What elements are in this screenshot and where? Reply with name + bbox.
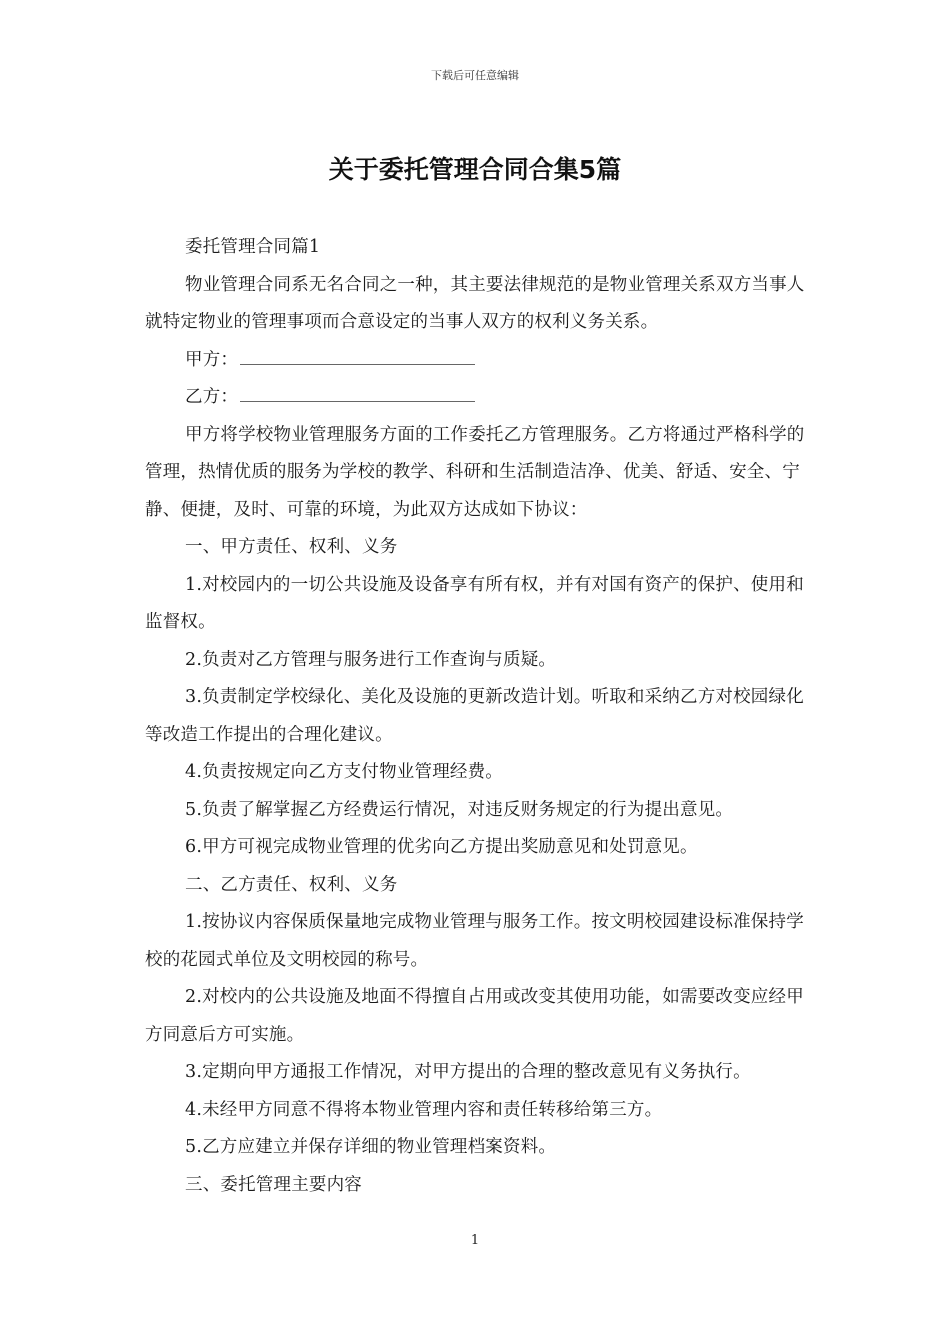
- list-item: 4.未经甲方同意不得将本物业管理内容和责任转移给第三方。: [185, 1099, 663, 1120]
- section-heading: 委托管理合同篇1: [185, 237, 321, 257]
- section-heading: 二、乙方责任、权利、义务: [185, 874, 398, 895]
- paragraph: 物业管理合同系无名合同之一种，其主要法律规范的是物业管理关系双方当事人就特定物业的管理事项而合意设定的当事人双方的权利义务关系。: [145, 274, 805, 332]
- party-b-label: 乙方：: [185, 387, 239, 407]
- section-heading: 一、甲方责任、权利、义务: [185, 537, 398, 557]
- list-item: 4.负责按规定向乙方支付物业管理经费。: [185, 762, 503, 782]
- list-item: 2.对校内的公共设施及地面不得擅自占用或改变其使用功能，如需要改变应经甲方同意后方可实施。: [145, 987, 804, 1045]
- party-a-label: 甲方：: [185, 349, 239, 370]
- list-item: 3.负责制定学校绿化、美化及设施的更新改造计划。听取和采纳乙方对校园绿化等改造工作提出的合理化建议。: [145, 687, 804, 745]
- list-item: 2.负责对乙方管理与服务进行工作查询与质疑。: [185, 649, 557, 670]
- list-item: 1.按协议内容保质保量地完成物业管理与服务工作。按文明校园建设标准保持学校的花园式单位及文明校园的称号。: [145, 912, 804, 970]
- document-body: [145, 229, 810, 1204]
- list-item: 5.乙方应建立并保存详细的物业管理档案资料。: [185, 1137, 557, 1157]
- list-item: 3.定期向甲方通报工作情况，对甲方提出的合理的整改意见有义务执行。: [185, 1062, 751, 1082]
- list-item: 5.负责了解掌握乙方经费运行情况，对违反财务规定的行为提出意见。: [185, 799, 734, 820]
- party-a-line: [145, 342, 810, 380]
- party-a-blank: [240, 363, 475, 365]
- list-item: 1.对校园内的一切公共设施及设备享有所有权，并有对国有资产的保护、使用和监督权。: [145, 574, 804, 632]
- list-item: 6.甲方可视完成物业管理的优劣向乙方提出奖励意见和处罚意见。: [185, 837, 698, 857]
- party-b-blank: [240, 400, 475, 402]
- party-b-line: [145, 379, 810, 417]
- section-heading: 三、委托管理主要内容: [185, 1174, 362, 1195]
- header-note: 下载后可任意编辑: [431, 69, 519, 82]
- paragraph: 甲方将学校物业管理服务方面的工作委托乙方管理服务。乙方将通过严格科学的管理，热情优质的服务为学校的教学、科研和生活制造洁净、优美、舒适、安全、宁静、便捷，及时、可靠的环境，为此双方达成如下协议：: [145, 424, 805, 520]
- page-number: 1: [470, 1233, 480, 1248]
- document-title: 关于委托管理合同合集5篇: [328, 155, 622, 184]
